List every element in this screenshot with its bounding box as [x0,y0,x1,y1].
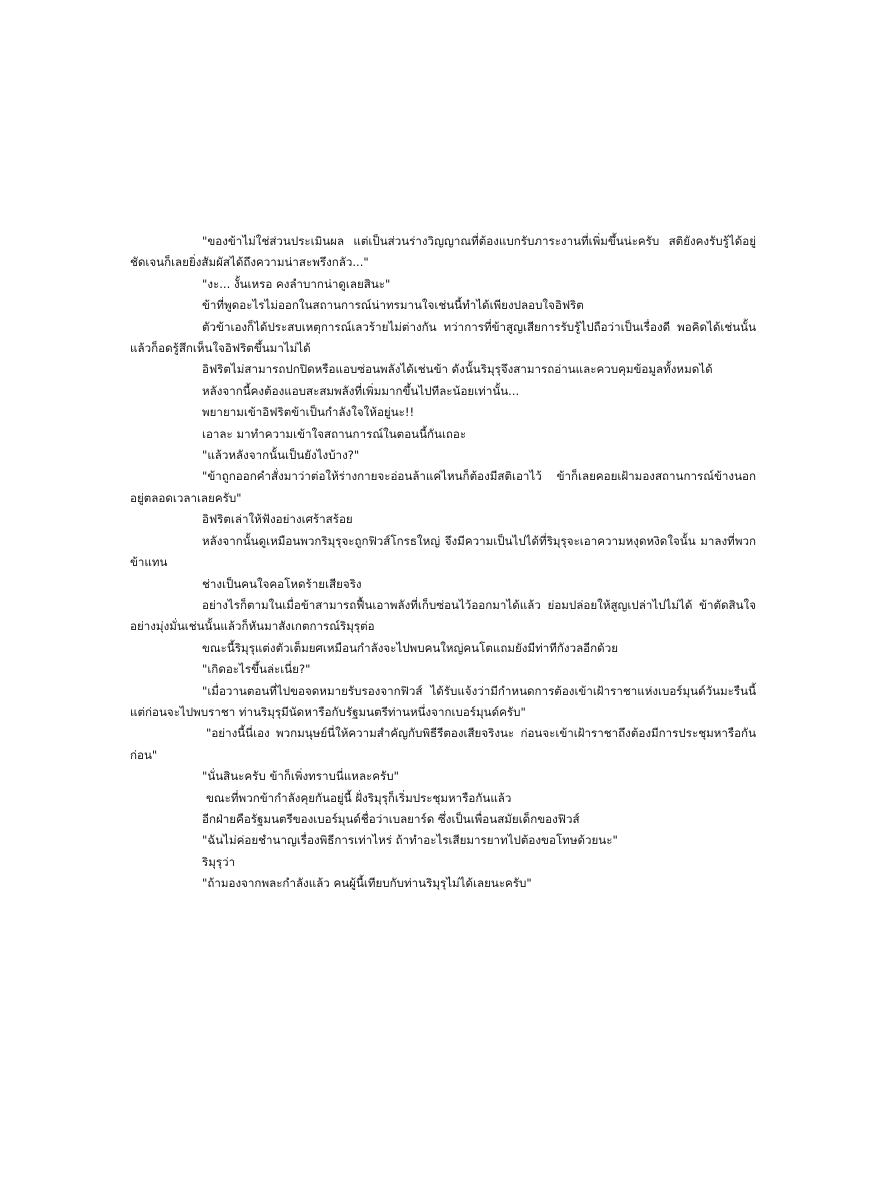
paragraph: ช่างเป็นคนใจคอโหดร้ายเสียจริง [202,576,362,591]
paragraph: ขณะที่พวกข้ากำลังคุยกันอยู่นี้ ฝั่งริมุรุก็เริ่มประชุมหารือกันแล้ว [206,790,512,805]
paragraph: หลังจากนี้คงต้องแอบสะสมพลังที่เพิ่มมากขึ้นไปทีละน้อยเท่านั้น... [202,383,520,398]
paragraph: "แล้วหลังจากนั้นเป็นยังไงบ้าง?" [202,448,360,463]
paragraph: "ข้าถูกออกคำสั่งมาว่าต่อให้ร่างกายจะอ่อนล้าแค่ไหนก็ต้องมีสติเอาไว้ ข้าก็เลยคอยเฝ้ามองสถานการณ์ข้างนอกอยู่ตลอดเวลาเลยครับ" [130,469,756,505]
novel-text-body [130,231,756,895]
paragraph: ริมุรุว่า [202,854,236,869]
paragraph: "เมื่อวานตอนที่ไปขอจดหมายรับรองจากฟิวส์ ได้รับแจ้งว่ามีกำหนดการต้องเข้าเฝ้าราชาแห่งเบอร์มุนด์วันมะรืนนี้ แต่ก่อนจะไปพบราชา ท่านริมุรุมีนัดหารือกับรัฐมนตรีท่านหนึ่งจากเบอร์มุนด์ครับ" [130,683,756,719]
paragraph: อิฟริตเล่าให้ฟังอย่างเศร้าสร้อย [202,512,353,527]
paragraph: พยายามเข้าอิฟริตข้าเป็นกำลังใจให้อยู่นะ!! [202,405,415,420]
paragraph: ข้าที่พูดอะไรไม่ออกในสถานการณ์น่าทรมานใจเช่นนี้ทำได้เพียงปลอบใจอิฟริต [202,298,584,313]
paragraph: "ถ้ามองจากพละกำลังแล้ว คนผู้นี้เทียบกับท่านริมุรุไม่ได้เลยนะครับ" [202,876,532,891]
paragraph: "เกิดอะไรขึ้นล่ะเนี่ย?" [202,662,311,677]
paragraph: เอาละ มาทำความเข้าใจสถานการณ์ในตอนนี้กันเถอะ [202,426,467,441]
paragraph: หลังจากนั้นดูเหมือนพวกริมุรุจะถูกฟิวส์โกรธใหญ่ จึงมีความเป็นไปได้ที่ริมุรุจะเอาความหงุดหงิดใจนั้น มาลงที่พวกข้าแทน [130,533,756,570]
paragraph: "นั่นสินะครับ ข้าก็เพิ่งทราบนี่แหละครับ" [202,769,399,784]
paragraph: "งะ... งั้นเหรอ คงลำบากน่าดูเลยสินะ" [202,276,391,291]
paragraph: "อย่างนี้นี่เอง พวกมนุษย์นี่ให้ความสำคัญกับพิธีรีตองเสียจริงนะ ก่อนจะเข้าเฝ้าราชาถึงต้องมีการประชุมหารือกันก่อน" [130,726,756,762]
paragraph: ตัวข้าเองก็ได้ประสบเหตุการณ์เลวร้ายไม่ต่างกัน ทว่าการที่ข้าสูญเสียการรับรู้ไปถือว่าเป็นเรื่องดี พอคิดได้เช่นนั้นแล้วก็อดรู้สึกเห็นใจอิฟริตขึ้นมาไม่ได้ [130,319,756,356]
paragraph: อีกฝ่ายคือรัฐมนตรีของเบอร์มุนด์ชื่อว่าเบลยาร์ด ซึ่งเป็นเพื่อนสมัยเด็กของฟิวส์ [202,811,580,826]
paragraph: อย่างไรก็ตามในเมื่อข้าสามารถฟื้นเอาพลังที่เก็บซ่อนไว้ออกมาได้แล้ว ย่อมปล่อยให้สูญเปล่าไปไม่ได้ ข้าตัดสินใจอย่างมุ่งมั่นเช่นนั้นแล้วก็หันมาสังเกตการณ์ริมุรุต่อ [130,597,756,634]
paragraph: "ฉันไม่ค่อยชำนาญเรื่องพิธีการเท่าไหร่ ถ้าทำอะไรเสียมารยาทไปต้องขอโทษด้วยนะ" [202,833,618,848]
paragraph: ขณะนี้ริมุรุแต่งตัวเต็มยศเหมือนกำลังจะไปพบคนใหญ่คนโตแถมยังมีท่าทีกังวลอีกด้วย [202,640,618,655]
paragraph: "ของข้าไม่ใช่ส่วนประเมินผล แต่เป็นส่วนร่างวิญญาณที่ต้องแบกรับภาระงานที่เพิ่มขึ้นน่ะครับ สติยังคงรับรู้ได้อยู่ชัดเจนก็เลยยิ่งสัมผัสได้ถึงความน่าสะพรึงกลัว..." [130,234,756,270]
paragraph: อิฟริตไม่สามารถปกปิดหรือแอบซ่อนพลังได้เช่นข้า ดังนั้นริมุรุจึงสามารถอ่านและควบคุมข้อมูลทั้งหมดได้ [202,362,713,377]
